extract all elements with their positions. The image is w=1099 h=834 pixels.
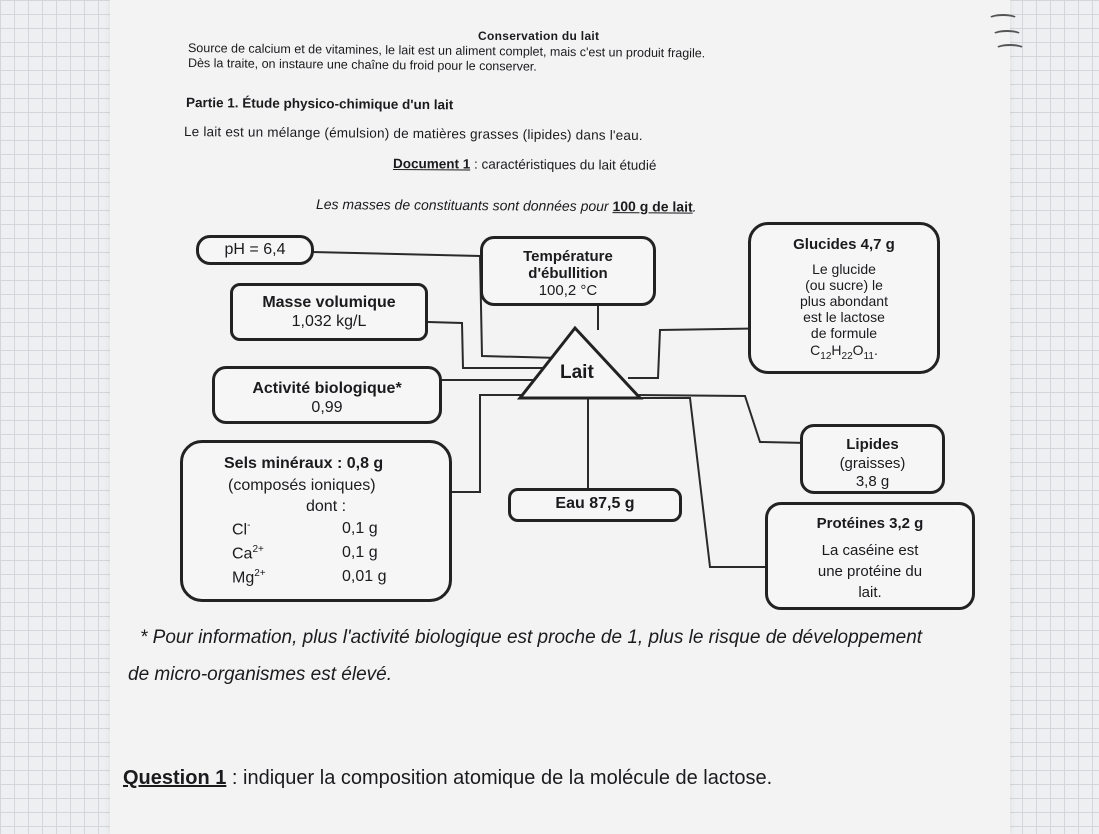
proteines-line-1: La caséine est — [821, 542, 919, 559]
connector-masse-volumique — [428, 322, 550, 368]
lactose-formula — [748, 342, 940, 362]
glucides-line-3: plus abondant — [800, 293, 888, 309]
ion-mg-charge: 2+ — [254, 568, 266, 579]
connector-proteines — [640, 398, 780, 567]
ion-ca-charge: 2+ — [252, 544, 264, 555]
proteines-title: Protéines 3,2 g — [816, 515, 924, 532]
ion-cl-mass: 0,1 g — [342, 520, 378, 537]
sels-sub: (composés ioniques) — [228, 477, 376, 494]
document1-title: : caractéristiques du lait étudié — [470, 156, 657, 173]
proteines-line-3: lait. — [858, 584, 882, 601]
lipides-label: Lipides — [846, 436, 899, 453]
masse-volumique-value: 1,032 kg/L — [291, 313, 367, 330]
ion-ca-symbol: Ca — [232, 545, 253, 563]
connector-lipides — [632, 395, 808, 443]
ion-cl-charge: - — [247, 520, 251, 531]
formula-c-count: 12 — [820, 350, 832, 362]
ion-ca-mass: 0,1 g — [342, 544, 378, 561]
masse-volumique-label: Masse volumique — [262, 294, 396, 311]
sels-title: Sels minéraux : 0,8 g — [224, 455, 384, 472]
formula-c: C — [810, 342, 821, 358]
lait-label: Lait — [560, 362, 594, 383]
question-1-text: : indiquer la composition atomique de la molécule de lactose. — [226, 767, 773, 789]
ion-mg-symbol: Mg — [232, 569, 255, 587]
footnote-line-2: de micro-organismes est élevé. — [128, 664, 392, 685]
ion-mg — [232, 568, 266, 587]
glucides-line-5: de formule — [810, 325, 878, 341]
formula-o: O — [852, 342, 864, 358]
temperature-value: 100,2 °C — [538, 282, 598, 299]
masse-volumique-box — [230, 283, 428, 341]
formula-o-count: 11 — [863, 350, 874, 362]
ion-ca — [232, 544, 264, 563]
formula-h: H — [831, 342, 842, 358]
document1-label: Document 1 — [392, 156, 471, 172]
question-1-label: Question 1 — [123, 767, 227, 789]
masses-ref: 100 g de lait — [612, 198, 693, 215]
ion-cl-symbol: Cl — [232, 521, 248, 539]
lipides-value: 3,8 g — [855, 473, 890, 490]
question-1 — [123, 767, 772, 790]
part1-text: Le lait est un mélange (émulsion) de matières grasses (lipides) dans l'eau. — [183, 124, 643, 144]
masses-end: . — [692, 198, 697, 215]
part1-title: Partie 1. Étude physico-chimique d'un lait — [185, 95, 454, 113]
formula-end: . — [873, 342, 878, 358]
intro-line-1: Source de calcium et de vitamines, le lait est un aliment complet, mais c'est un produit fragile. — [187, 41, 706, 61]
glucides-line-1: Le glucide — [812, 261, 876, 277]
ion-mg-mass: 0,01 g — [342, 568, 387, 585]
glucides-title: Glucides 4,7 g — [793, 236, 895, 253]
activite-value: 0,99 — [311, 399, 343, 416]
ion-cl — [232, 520, 250, 539]
doc-title: Conservation du lait — [478, 29, 600, 43]
temperature-label-1: Température — [523, 248, 613, 265]
formula-h-count: 22 — [841, 350, 853, 362]
ph-text: pH = 6,4 — [224, 241, 286, 258]
footnote-line-1: * Pour information, plus l'activité biologique est proche de 1, plus le risque de développement — [140, 627, 923, 648]
eau-text: Eau 87,5 g — [555, 495, 635, 512]
glucides-line-4: est le lactose — [803, 309, 885, 325]
sels-dont: dont : — [306, 498, 347, 515]
glucides-line-2: (ou sucre) le — [805, 277, 883, 293]
intro-line-2: Dès la traite, on instaure une chaîne du froid pour le conserver. — [187, 56, 537, 74]
connector-sels — [450, 395, 540, 492]
proteines-line-2: une protéine du — [817, 563, 923, 580]
temperature-label-2: d'ébullition — [528, 265, 608, 282]
activite-label: Activité biologique* — [252, 380, 402, 397]
lipides-sub: (graisses) — [839, 455, 906, 472]
masses-text: Les masses de constituants sont données pour — [315, 196, 613, 215]
